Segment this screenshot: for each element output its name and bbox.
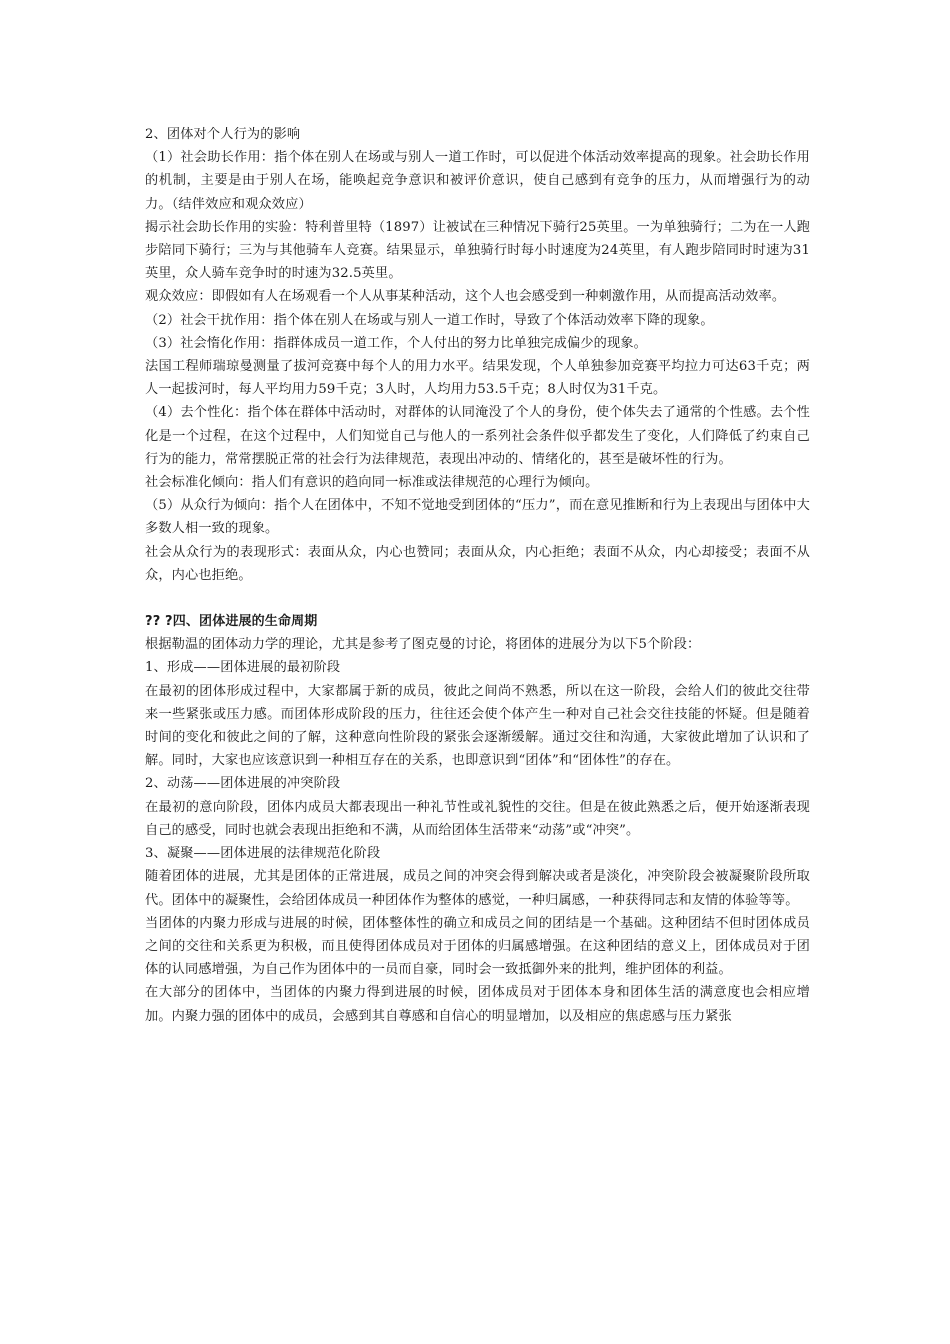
document-page [145,123,810,1028]
paragraph-storming: 在最初的意向阶段，团体内成员大都表现出一种礼节性或礼貌性的交往。但是在彼此熟悉之后，便开始逐渐表现自己的感受，同时也就会表现出拒绝和不满，从而给团体生活带来“动荡”或“冲突”。 [145,799,810,838]
section-4-heading: ?? ?四、团体进展的生命周期 [145,614,318,630]
paragraph-forming: 在最初的团体形成过程中，大家都属于新的成员，彼此之间尚不熟悉，所以在这一阶段，会给人们的彼此交往带来一些紧张或压力感。而团体形成阶段的压力，往往还会使个体产生一种对自己社会交往技能的怀疑。但是随着时间的变化和彼此之间的了解，这种意向性阶段的紧张会逐渐缓解。通过交往和沟通，大家彼此增加了认识和了解。同时，大家也应该意识到一种相互存在的关系，也即意识到“团体”和“团体性”的存在。 [145,683,810,769]
paragraph-social-loafing: （3）社会惰化作用：指群体成员一道工作，个人付出的努力比单独完成偏少的现象。 [145,335,648,351]
paragraph-norming: 随着团体的进展，尤其是团体的正常进展，成员之间的冲突会得到解决或者是淡化，冲突阶段会被凝聚阶段所取代。团体中的凝聚性，会给团体成员一种团体作为整体的感觉，一种归属感，一种获得同志和友情的体验等等。 [145,869,810,908]
paragraph-social-interference: （2）社会干扰作用：指个体在别人在场或与别人一道工作时，导致了个体活动效率下降的现象。 [145,312,714,328]
paragraph-conformity-forms: 社会从众行为的表现形式：表面从众，内心也赞同；表面从众，内心拒绝；表面不从众，内心却接受；表面不从众，内心也拒绝。 [145,544,810,583]
paragraph-cohesion-basis: 当团体的内聚力形成与进展的时候，团体整体性的确立和成员之间的团结是一个基础。这种团结不但时团体成员之间的交往和关系更为积极，而且使得团体成员对于团体的归属感增强。在这种团结的意义上，团体成员对于团体的认同感增强，为自己作为团体中的一员而自豪，同时会一致抵御外来的批判，维护团体的利益。 [145,915,810,978]
stage-3-heading: 3、凝聚——团体进展的法律规范化阶段 [145,846,381,862]
section-2-heading: 2、团体对个人行为的影响 [145,127,301,142]
paragraph-conformity: （5）从众行为倾向：指个人在团体中，不知不觉地受到团体的“压力”，而在意见推断和行为上表现出与团体中大多数人相一致的现象。 [145,498,810,537]
paragraph-ringelmann-experiment: 法国工程师瑞琼曼测量了拔河竞赛中每个人的用力水平。结果发现，个人单独参加竞赛平均拉力可达63千克；两人一起拔河时，每人平均用力59千克；3人时，人均用力53.5千克；8人时仅为31千克。 [145,359,810,398]
stage-2-heading: 2、动荡——团体进展的冲突阶段 [145,776,341,792]
paragraph-cohesion-satisfaction: 在大部分的团体中，当团体的内聚力得到进展的时候，团体成员对于团体本身和团体生活的满意度也会相应增加。内聚力强的团体中的成员，会感到其自尊感和自信心的明显增加，以及相应的焦虑感与压力紧张 [145,985,810,1024]
stage-1-heading: 1、形成——团体进展的最初阶段 [145,660,341,676]
paragraph-stages-intro: 根据勒温的团体动力学的理论，尤其是参考了图克曼的讨论，将团体的进展分为以下5个阶段： [145,637,701,653]
paragraph-audience-effect: 观众效应：即假如有人在场观看一个人从事某种活动，这个人也会感受到一种刺激作用，从而提高活动效率。 [145,289,786,305]
paragraph-social-facilitation: （1）社会助长作用：指个体在别人在场或与别人一道工作时，可以促进个体活动效率提高的现象。社会助长作用的机制，主要是由于别人在场，能唤起竞争意识和被评价意识，使自己感到有竞争的压力，从而增强行为的动力。（结伴效应和观众效应） [145,150,810,212]
paragraph-triplett-experiment: 揭示社会助长作用的实验：特利普里特（1897）让被试在三种情况下骑行25英里。一为单独骑行；二为在一人跑步陪同下骑行；三为与其他骑车人竞赛。结果显示，单独骑行时每小时速度为24英里，有人跑步陪同时时速为31英里，众人骑车竞争时的时速为32.5英里。 [145,219,810,282]
section-spacer [145,587,810,610]
paragraph-social-standardization: 社会标准化倾向：指人们有意识的趋向同一标准或法律规范的心理行为倾向。 [145,475,599,491]
paragraph-deindividuation: （4）去个性化：指个体在群体中活动时，对群体的认同淹没了个人的身份，使个体失去了通常的个性感。去个性化是一个过程，在这个过程中，人们知觉自己与他人的一系列社会条件似乎都发生了变化，人们降低了约束自己行为的能力，常常摆脱正常的社会行为法律规范，表现出冲动的、情绪化的，甚至是破坏性的行为。 [145,405,810,467]
